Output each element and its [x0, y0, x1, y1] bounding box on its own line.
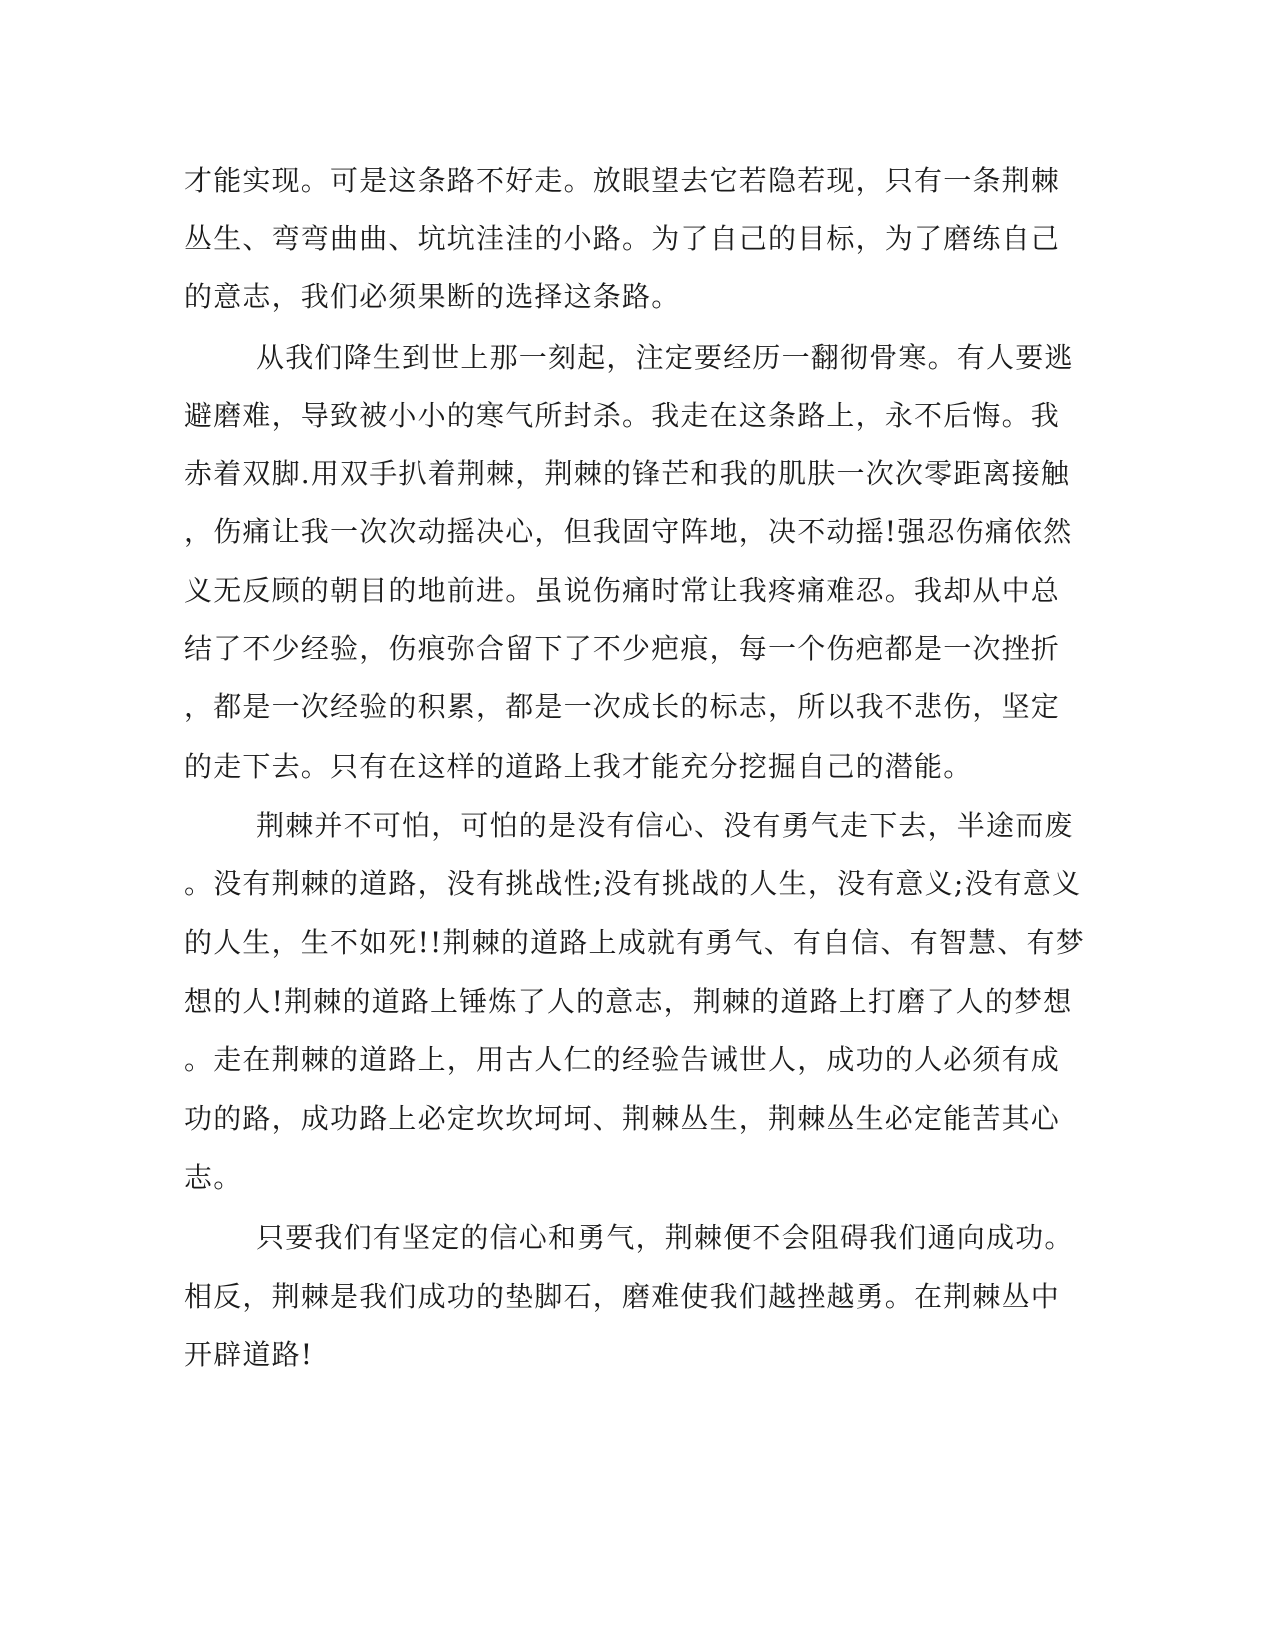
paragraph-2-line-2: 避磨难，导致被小小的寒气所封杀。我走在这条路上，永不后悔。我	[184, 399, 1061, 432]
paragraph-2-line-3: 赤着双脚.用双手扒着荆棘，荆棘的锋芒和我的肌肤一次次零距离接触	[184, 457, 1071, 490]
paragraph-3-line-7: 志。	[184, 1161, 243, 1194]
paragraph-4-line-2: 相反，荆棘是我们成功的垫脚石，磨难使我们越挫越勇。在荆棘丛中	[184, 1280, 1061, 1313]
paragraph-2-line-7: ，都是一次经验的积累，都是一次成长的标志，所以我不悲伤，坚定	[184, 690, 1061, 723]
paragraph-4-line-3: 开辟道路!	[184, 1338, 314, 1371]
paragraph-1-line-1: 才能实现。可是这条路不好走。放眼望去它若隐若现，只有一条荆棘	[184, 164, 1061, 197]
paragraph-2-line-4: ，伤痛让我一次次动摇决心，但我固守阵地，决不动摇!强忍伤痛依然	[184, 515, 1073, 548]
paragraph-4-line-1: 只要我们有坚定的信心和勇气，荆棘便不会阻碍我们通向成功。	[256, 1221, 1074, 1254]
paragraph-1-line-3: 的意志，我们必须果断的选择这条路。	[184, 280, 681, 313]
paragraph-3-line-5: 。走在荆棘的道路上，用古人仁的经验告诫世人，成功的人必须有成	[184, 1043, 1061, 1076]
paragraph-3-line-1: 荆棘并不可怕，可怕的是没有信心、没有勇气走下去，半途而废	[256, 809, 1074, 842]
paragraph-2-line-8: 的走下去。只有在这样的道路上我才能充分挖掘自己的潜能。	[184, 750, 973, 783]
paragraph-2-line-6: 结了不少经验，伤痕弥合留下了不少疤痕，每一个伤疤都是一次挫折	[184, 632, 1061, 665]
paragraph-3-line-2: 。没有荆棘的道路，没有挑战性;没有挑战的人生，没有意义;没有意义	[184, 867, 1082, 900]
paragraph-3-line-6: 功的路，成功路上必定坎坎坷坷、荆棘丛生，荆棘丛生必定能苦其心	[184, 1102, 1061, 1135]
paragraph-2-line-5: 义无反顾的朝目的地前进。虽说伤痛时常让我疼痛难忍。我却从中总	[184, 574, 1061, 607]
paragraph-3-line-4: 想的人!荆棘的道路上锤炼了人的意志，荆棘的道路上打磨了人的梦想	[184, 985, 1073, 1018]
paragraph-1-line-2: 丛生、弯弯曲曲、坑坑洼洼的小路。为了自己的目标，为了磨练自己	[184, 222, 1061, 255]
paragraph-3-line-3: 的人生，生不如死!!荆棘的道路上成就有勇气、有自信、有智慧、有梦	[184, 926, 1085, 959]
paragraph-2-line-1: 从我们降生到世上那一刻起，注定要经历一翻彻骨寒。有人要逃	[256, 341, 1074, 374]
